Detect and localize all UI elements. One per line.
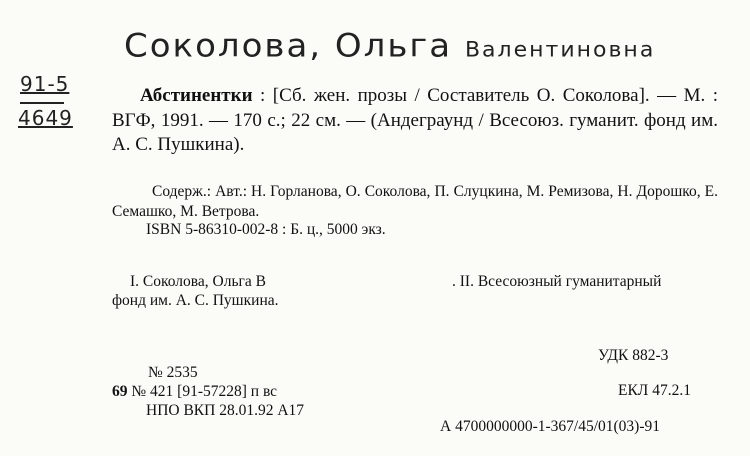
contents-note: Содерж.: Авт.: Н. Горланова, О. Соколова, П. Слуцкина, М. Ремизова, Н. Дорошко, Е. Семашко, М. Ветрова. [112, 183, 718, 220]
registration-text: № 421 [91-57228] п вс [131, 383, 278, 400]
tracing-organization: . II. Всесоюзный гуманитарный [452, 273, 662, 290]
registration-line [112, 382, 277, 402]
shelf-mark-bottom: 4649 [18, 106, 73, 130]
printing-line: НПО ВКП 28.01.92 А17 [146, 402, 305, 419]
registration-prefix: 69 [112, 383, 128, 400]
handwritten-author [124, 27, 655, 65]
udk-code: УДК 882-3 [598, 347, 669, 364]
tracing-line-2: фонд им. А. С. Пушкина. [112, 292, 279, 309]
shelf-mark-top: 91-5 [20, 72, 70, 96]
isbn-line: ISBN 5-86310-002-8 : Б. ц., 5000 экз. [146, 221, 386, 238]
tracing-line-1 [130, 272, 718, 292]
shelf-mark-divider [20, 102, 64, 104]
bibliographic-description [112, 84, 718, 158]
catalog-code: А 4700000000-1-367/45/01(03)-91 [440, 418, 660, 435]
handwritten-author-name: Соколова, Ольга [124, 27, 453, 65]
tracing-author: I. Соколова, Ольга В [130, 273, 266, 290]
handwritten-author-patronymic: Валентиновна [464, 38, 656, 63]
ekl-code: ЕКЛ 47.2.1 [618, 382, 691, 399]
book-title: Абстинентки [140, 85, 253, 106]
description-text: : [Сб. жен. прозы / Составитель О. Соколова]. — М. : ВГФ, 1991. — 170 с.; 22 см. — (Андеграунд / Всесоюз. гуманит. фонд им. А. С. Пушкина). [112, 85, 718, 155]
card-number: № 2535 [148, 364, 198, 381]
